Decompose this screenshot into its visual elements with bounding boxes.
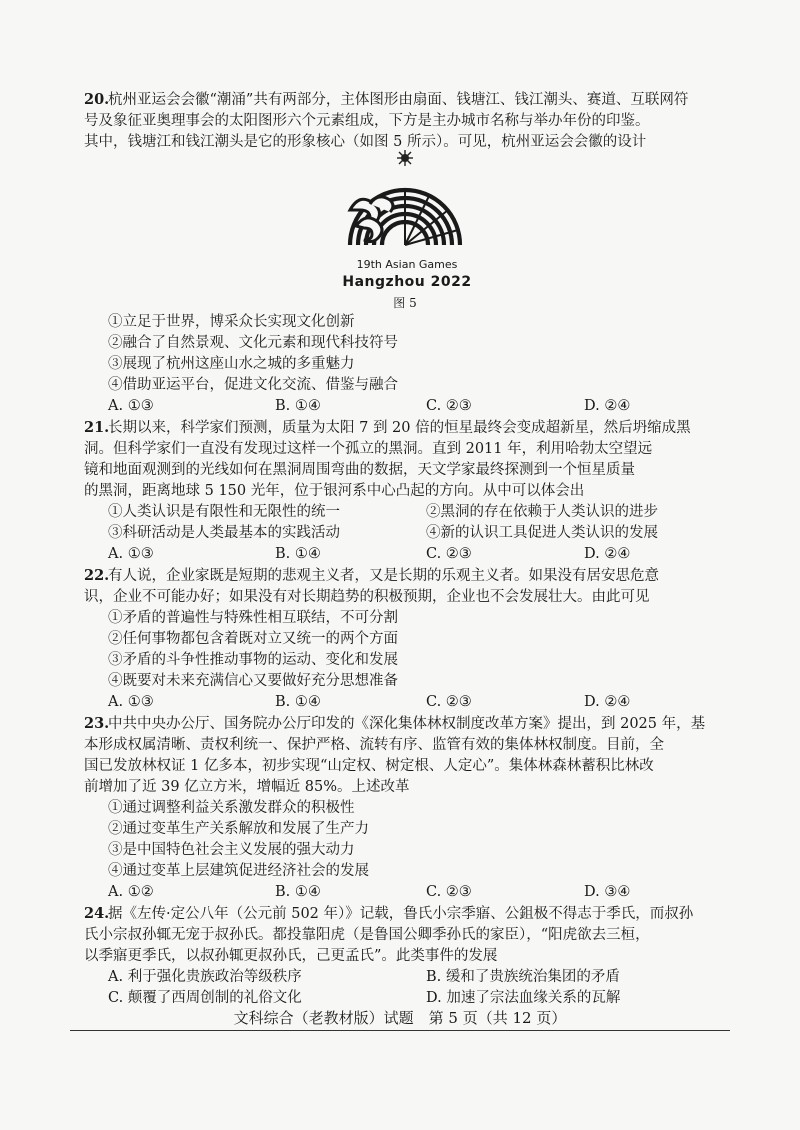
question-21-line-4: 的黑洞，距离地球 5 150 光年，位于银河系中心凸起的方向。从中可以体会出 <box>84 483 585 499</box>
question-23-number: 23. <box>84 715 110 732</box>
question-22-statement-3: ③矛盾的斗争性推动事物的运动、变化和发展 <box>108 652 398 668</box>
question-20-statement-4: ④借助亚运平台，促进文化交流、借鉴与融合 <box>108 377 398 393</box>
question-24-option-c[interactable]: C. 颠覆了西周创制的礼俗文化 <box>108 990 302 1006</box>
question-21-option-c[interactable]: C. ②③ <box>426 546 472 562</box>
question-22-statement-2: ②任何事物都包含着既对立又统一的两个方面 <box>108 631 398 647</box>
question-20-statement-3: ③展现了杭州这座山水之城的多重魅力 <box>108 356 355 372</box>
logo-caption-line-2: Hangzhou 2022 <box>342 274 472 290</box>
question-21-option-a[interactable]: A. ①③ <box>108 546 154 562</box>
question-22-line-1: 有人说，企业家既是短期的悲观主义者，又是长期的乐观主义者。如果没有居安思危意 <box>108 568 659 584</box>
question-22-option-c[interactable]: C. ②③ <box>426 694 472 710</box>
question-23-statement-4: ④通过变革上层建筑促进经济社会的发展 <box>108 863 369 879</box>
question-20-option-c[interactable]: C. ②③ <box>426 398 472 414</box>
question-24-option-a[interactable]: A. 利于强化贵族政治等级秩序 <box>108 969 302 985</box>
question-21-line-2: 洞。但科学家们一直没有发现过这样一个孤立的黑洞。直到 2011 年，利用哈勃太空望远 <box>84 441 653 457</box>
question-23-statement-3: ③是中国特色社会主义发展的强大动力 <box>108 842 355 858</box>
question-23-statement-1: ①通过调整利益关系激发群众的积极性 <box>108 800 355 816</box>
question-20-line-1: 杭州亚运会会徽“潮涌”共有两部分，主体图形由扇面、钱塘江、钱江潮头、赛道、互联网符 <box>108 92 689 108</box>
question-22-option-b[interactable]: B. ①④ <box>275 694 321 710</box>
question-21-statement-3: ③科研活动是人类最基本的实践活动 <box>108 525 340 541</box>
question-23-line-2: 本形成权属清晰、责权利统一、保护严格、流转有序、监管有效的集体林权制度。目前，全 <box>84 737 664 753</box>
question-20-line-2: 号及象征亚奥理事会的太阳图形六个元素组成，下方是主办城市名称与举办年份的印鉴。 <box>84 113 650 129</box>
footer-divider <box>70 1030 730 1031</box>
question-22-number: 22. <box>84 567 110 584</box>
question-20-option-d[interactable]: D. ②④ <box>584 398 631 414</box>
question-24-option-d[interactable]: D. 加速了宗法血缘关系的瓦解 <box>426 990 621 1006</box>
question-20-option-b[interactable]: B. ①④ <box>275 398 321 414</box>
question-24-line-2: 氏小宗叔孙辄无宠于叔孙氏。都投靠阳虎（是鲁国公卿季孙氏的家臣），“阳虎欲去三桓， <box>84 927 650 943</box>
question-23-option-d[interactable]: D. ③④ <box>584 884 631 900</box>
page-footer: 文科综合（老教材版）试题 第 5 页（共 12 页） <box>233 1009 567 1027</box>
question-22-statement-4: ④既要对未来充满信心又要做好充分思想准备 <box>108 673 398 689</box>
question-22-option-d[interactable]: D. ②④ <box>584 694 631 710</box>
question-20-number: 20. <box>84 91 110 108</box>
question-21-statement-4: ④新的认识工具促进人类认识的发展 <box>426 525 658 541</box>
question-23-line-1: 中共中央办公厅、国务院办公厅印发的《深化集体林权制度改革方案》提出，到 2025 年，基 <box>108 716 706 732</box>
question-21-line-3: 镜和地面观测到的光线如何在黑洞周围弯曲的数据，天文学家最终探测到一个恒星质量 <box>84 462 635 478</box>
question-24-line-3: 以季寤更季氏，以叔孙辄更叔孙氏，己更孟氏”。此类事件的发展 <box>84 948 498 964</box>
question-24-option-b[interactable]: B. 缓和了贵族统治集团的矛盾 <box>426 969 620 985</box>
question-22-statement-1: ①矛盾的普遍性与特殊性相互联结，不可分割 <box>108 610 398 626</box>
question-24-number: 24. <box>84 905 110 922</box>
question-21-statement-1: ①人类认识是有限性和无限性的统一 <box>108 504 340 520</box>
question-23-option-a[interactable]: A. ①② <box>108 884 154 900</box>
question-22-option-a[interactable]: A. ①③ <box>108 694 154 710</box>
question-23-line-4: 前增加了近 39 亿立方米，增幅近 85%。上述改革 <box>84 779 410 795</box>
question-21-option-d[interactable]: D. ②④ <box>584 546 631 562</box>
question-21-number: 21. <box>84 419 110 436</box>
question-20-statement-1: ①立足于世界，博采众长实现文化创新 <box>108 314 355 330</box>
question-20-line-3: 其中，钱塘江和钱江潮头是它的形象核心（如图 5 所示）。可见，杭州亚运会会徽的设计 <box>84 134 647 150</box>
question-23-option-b[interactable]: B. ①④ <box>275 884 321 900</box>
question-24-line-1: 据《左传·定公八年（公元前 502 年）》记载，鲁氏小宗季寤、公鉏极不得志于季氏，而叔孙 <box>108 906 694 922</box>
question-21-statement-2: ②黑洞的存在依赖于人类认识的进步 <box>426 504 658 520</box>
question-23-statement-2: ②通过变革生产关系解放和发展了生产力 <box>108 821 369 837</box>
question-20-statement-2: ②融合了自然景观、文化元素和现代科技符号 <box>108 335 398 351</box>
question-21-line-1: 长期以来，科学家们预测，质量为太阳 7 到 20 倍的恒星最终会变成超新星，然后坍缩成黑 <box>108 420 691 436</box>
figure-label: 图 5 <box>393 296 417 310</box>
question-23-option-c[interactable]: C. ②③ <box>426 884 472 900</box>
question-21-option-b[interactable]: B. ①④ <box>275 546 321 562</box>
question-23-line-3: 国已发放林权证 1 亿多本，初步实现“山定权、树定根、人定心”。集体林森林蓄积比林改 <box>84 758 654 774</box>
question-20-option-a[interactable]: A. ①③ <box>108 398 154 414</box>
logo-caption-line-1: 19th Asian Games <box>356 258 458 271</box>
question-22-line-2: 识，企业不可能办好；如果没有对长期趋势的积极预期，企业也不会发展壮大。由此可见 <box>84 589 650 605</box>
